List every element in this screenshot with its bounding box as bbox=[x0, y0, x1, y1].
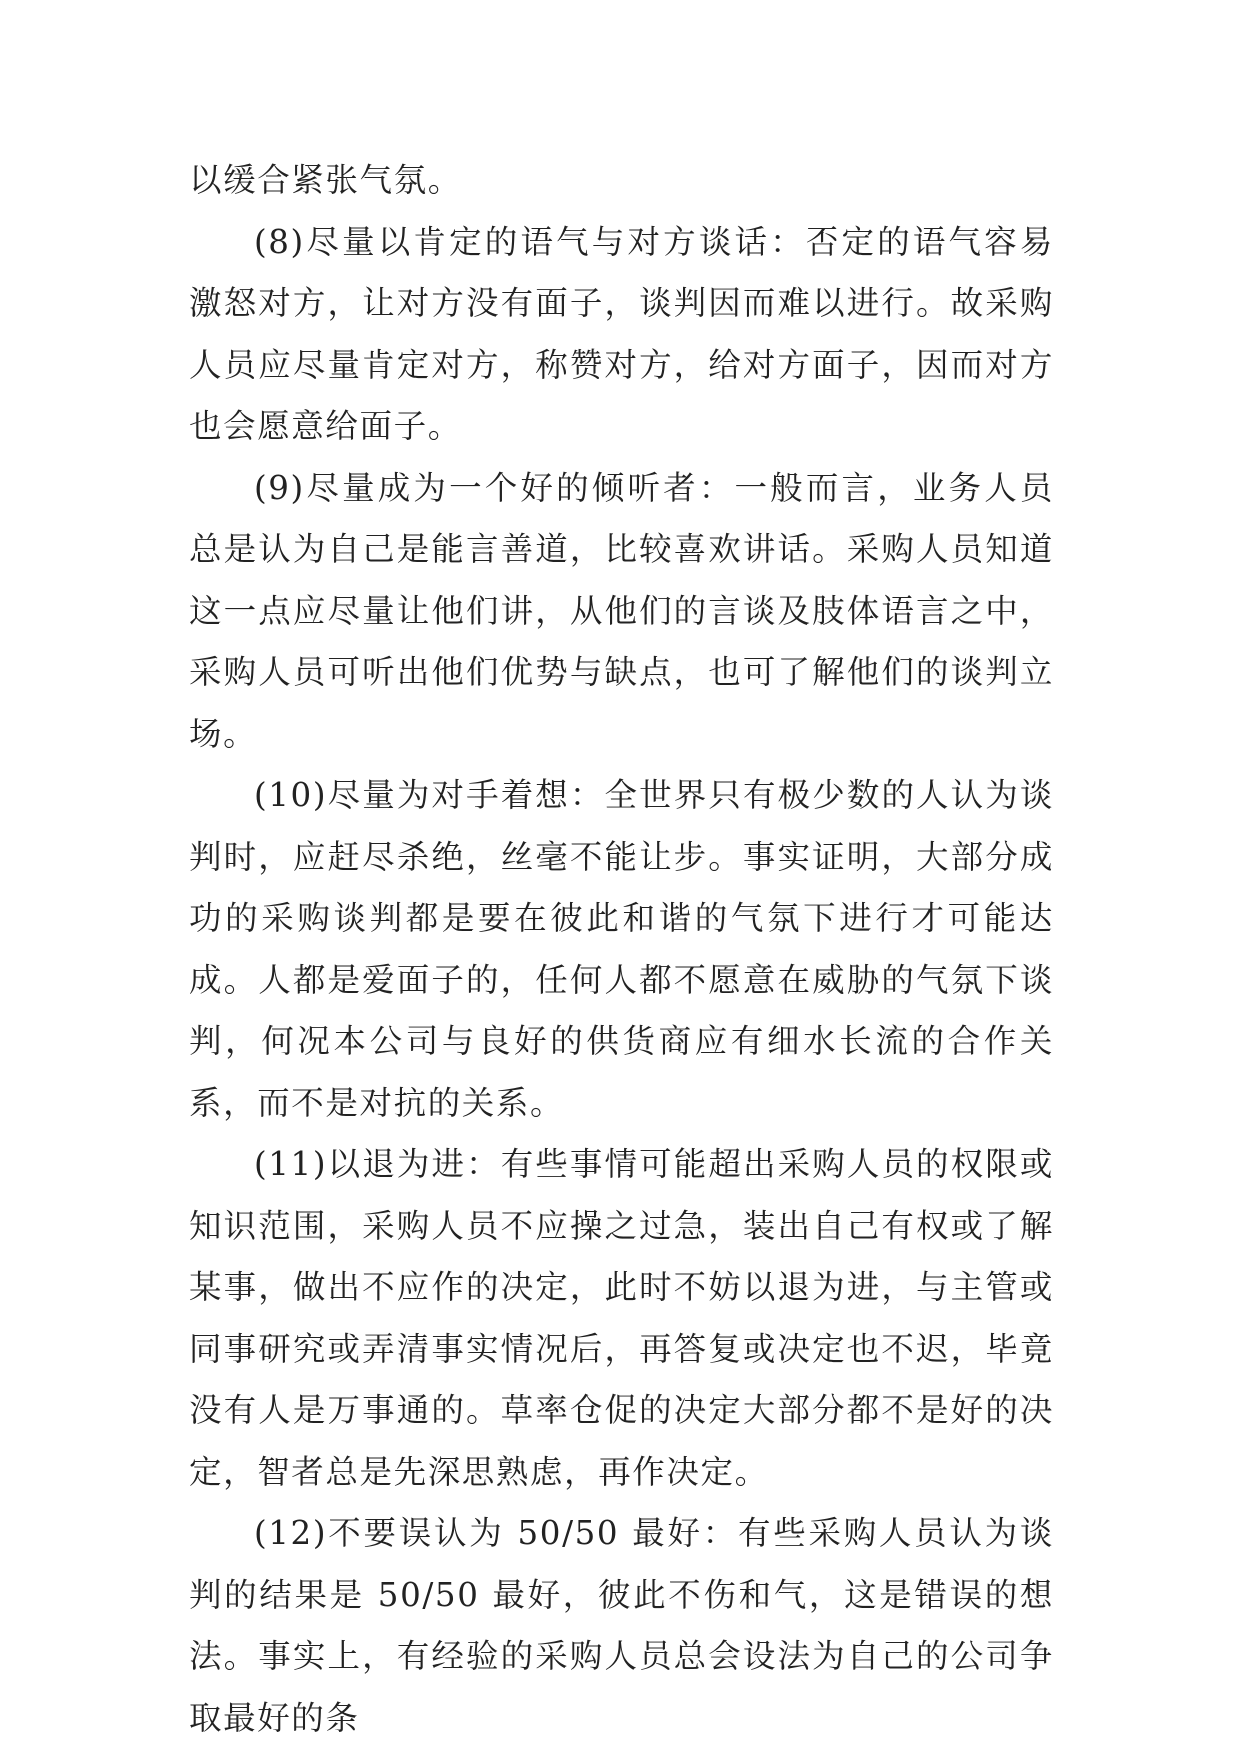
paragraph-item-8: (8)尽量以肯定的语气与对方谈话：否定的语气容易激怒对方，让对方没有面子，谈判因而难以进行。故采购人员应尽量肯定对方，称赞对方，给对方面子，因而对方也会愿意给面子。 bbox=[189, 222, 1054, 445]
body-text bbox=[189, 150, 1054, 1749]
paragraph-item-12: (12)不要误认为 50/50 最好：有些采购人员认为谈判的结果是 50/50 最好，彼此不伤和气，这是错误的想法。事实上，有经验的采购人员总会设法为自己的公司争取最好的条 bbox=[189, 1514, 1054, 1737]
paragraph-item-10: (10)尽量为对手着想：全世界只有极少数的人认为谈判时，应赶尽杀绝，丝毫不能让步。事实证明，大部分成功的采购谈判都是要在彼此和谐的气氛下进行才可能达成。人都是爱面子的，任何人都不愿意在威胁的气氛下谈判，何况本公司与良好的供货商应有细水长流的合作关系，而不是对抗的关系。 bbox=[189, 776, 1054, 1122]
paragraph-continued: 以缓合紧张气氛。 bbox=[189, 161, 462, 199]
paragraph-item-11: (11)以退为进：有些事情可能超出采购人员的权限或知识范围，采购人员不应操之过急，装出自己有权或了解某事，做出不应作的决定，此时不妨以退为进，与主管或同事研究或弄清事实情况后，再答复或决定也不迟，毕竟没有人是万事通的。草率仓促的决定大部分都不是好的决定，智者总是先深思熟虑，再作决定。 bbox=[189, 1145, 1054, 1491]
paragraph-item-9: (9)尽量成为一个好的倾听者：一般而言，业务人员总是认为自己是能言善道，比较喜欢讲话。采购人员知道这一点应尽量让他们讲，从他们的言谈及肢体语言之中，采购人员可听出他们优势与缺点，也可了解他们的谈判立场。 bbox=[189, 468, 1054, 753]
